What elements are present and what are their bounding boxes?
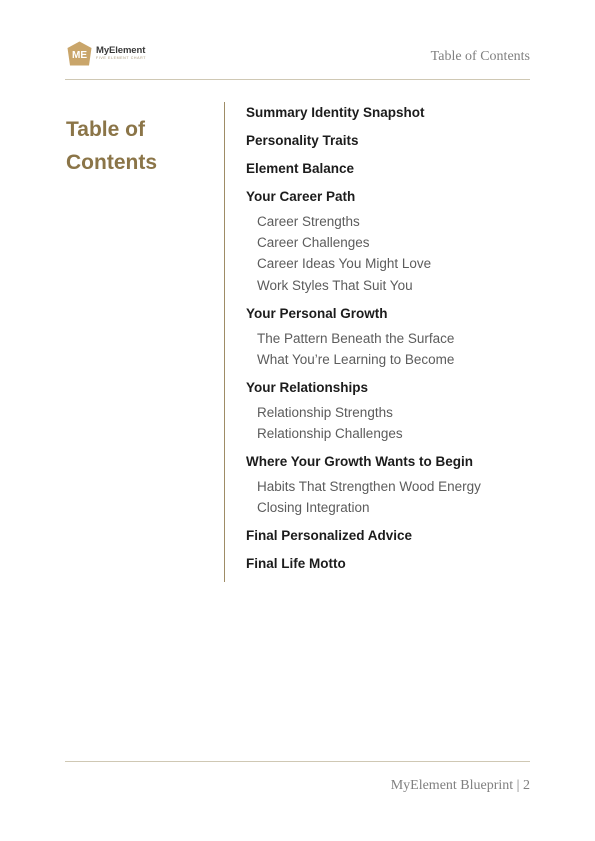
- toc-subentry[interactable]: What You’re Learning to Become: [257, 352, 455, 367]
- brand-logo-icon: [67, 41, 92, 66]
- brand-name: MyElement: [96, 44, 146, 56]
- toc-entry[interactable]: Final Life Motto: [246, 556, 346, 571]
- toc-subentry[interactable]: Closing Integration: [257, 500, 370, 515]
- toc-subentry[interactable]: Career Challenges: [257, 235, 370, 250]
- page-footer: [65, 761, 530, 793]
- toc-entry[interactable]: Final Personalized Advice: [246, 528, 413, 543]
- toc-divider: [224, 102, 225, 582]
- toc-entry[interactable]: Your Relationships: [246, 380, 369, 395]
- toc-subentry[interactable]: Relationship Strengths: [257, 405, 393, 420]
- toc-subentry[interactable]: The Pattern Beneath the Surface: [257, 331, 455, 346]
- toc-entry[interactable]: Element Balance: [246, 161, 355, 176]
- header-section-title: Table of Contents: [430, 49, 530, 64]
- toc-entry[interactable]: Personality Traits: [246, 133, 359, 148]
- toc-subentry[interactable]: Habits That Strengthen Wood Energy: [257, 479, 481, 494]
- toc-entry[interactable]: Your Career Path: [246, 189, 356, 204]
- footer-page-label: MyElement Blueprint | 2: [390, 778, 530, 793]
- brand-tagline: FIVE ELEMENT CHART: [96, 56, 147, 61]
- toc-entry[interactable]: Your Personal Growth: [246, 306, 388, 321]
- toc-heading: Table of Contents: [66, 118, 157, 174]
- toc-entry[interactable]: Where Your Growth Wants to Begin: [246, 454, 474, 469]
- brand-logo-mark: ME: [72, 50, 87, 61]
- page-header: [65, 38, 530, 80]
- toc-entry[interactable]: Summary Identity Snapshot: [246, 105, 425, 120]
- brand-logo: [67, 41, 146, 66]
- toc-subentry[interactable]: Career Strengths: [257, 214, 360, 229]
- toc-subentry[interactable]: Relationship Challenges: [257, 426, 403, 441]
- toc-subentry[interactable]: Work Styles That Suit You: [257, 278, 413, 293]
- toc-subentry[interactable]: Career Ideas You Might Love: [257, 256, 432, 271]
